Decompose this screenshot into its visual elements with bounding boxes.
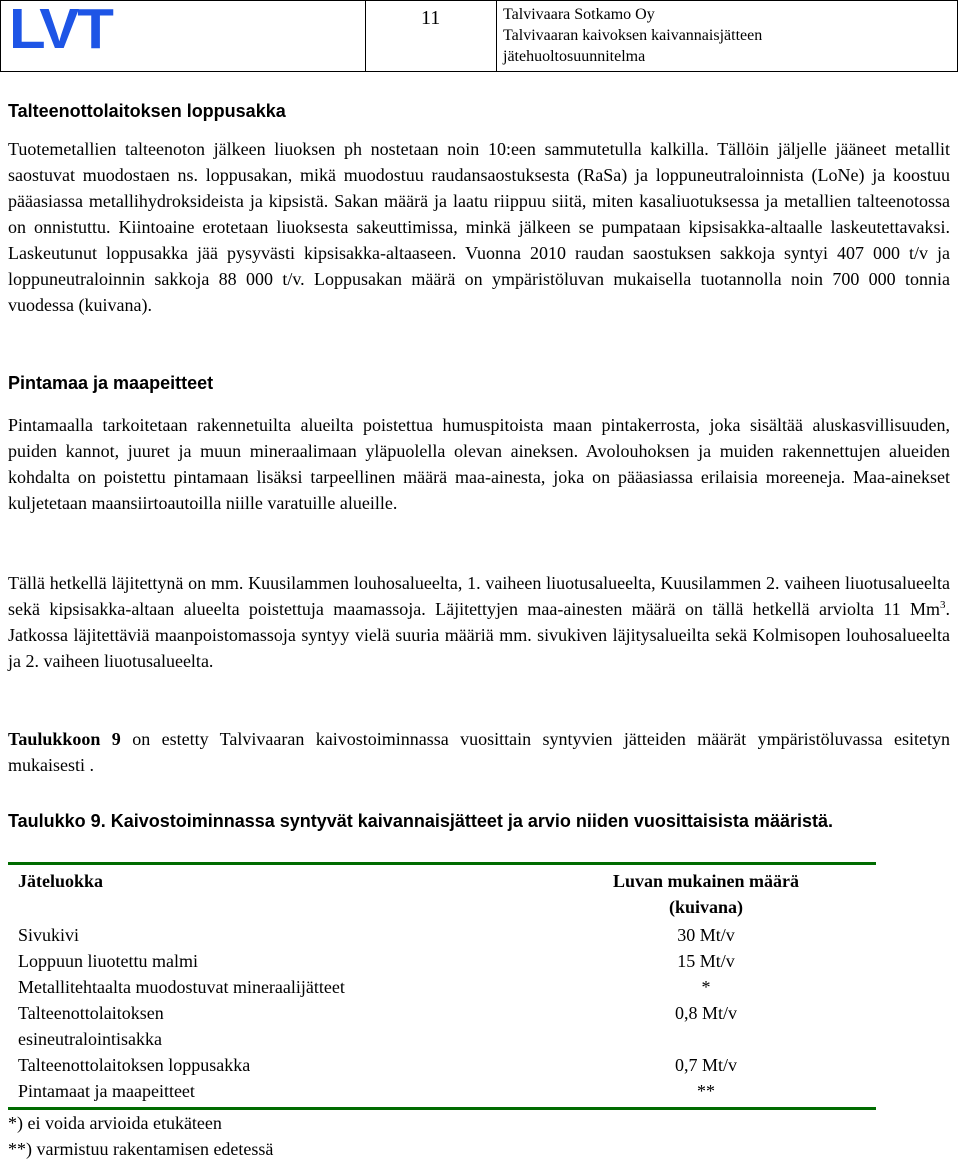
table-reference: Taulukkoon 9: [8, 729, 121, 749]
row-label: Pintamaat ja maapeitteet: [18, 1081, 195, 1101]
row-value: 0,7 Mt/v: [674, 1055, 737, 1075]
footnote-1: *) ei voida arvioida etukäteen: [8, 1113, 222, 1133]
doc-title-line1: Talvivaaran kaivoksen kaivannaisjätteen: [503, 27, 763, 44]
page-number-cell: [366, 1, 497, 71]
header-jateluokka: Jäteluokka: [18, 871, 104, 891]
paragraph-lajitys-text-b: . Jatkossa läjitettäviä maanpoistomassoja syntyy vielä suuria määriä mm. sivukiven läjitysalueilta sekä Kolmisopen louhosalueelta ja 2. vaiheen liuotusalueelta.: [8, 599, 950, 671]
header-luvan-mukainen: [581, 868, 831, 920]
section-heading-loppusakka: Talteenottolaitoksen loppusakka: [8, 101, 286, 121]
section-heading-pintamaa: Pintamaa ja maapeitteet: [8, 373, 214, 393]
paragraph-pintamaa: Pintamaalla tarkoitetaan rakennetuilta alueilta poistettua humuspitoista maan pintakerrosta, joka sisältää aluskasvillisuuden, puiden kannot, juuret ja muun mineraalimaan yläpuolella olevan aineksen. Avolouhoksen ja muiden rakennettujen alueiden kohdalta on poistettu pintamaan lisäksi tarpeellinen määrä maa-ainesta, joka on pääasiassa erilaisia moreeneja. Maa-ainekset kuljetetaan maansiirtoautoilla niille varatuille alueille.: [8, 415, 950, 513]
row-label: Loppuun liuotettu malmi: [18, 951, 198, 971]
page-header: [0, 0, 958, 72]
paragraph-table-ref: [8, 726, 950, 778]
row-value: **: [697, 1081, 715, 1101]
row-value: 0,8 Mt/v: [674, 1003, 737, 1023]
paragraph-loppusakka: Tuotemetallien talteenoton jälkeen liuoksen ph nostetaan noin 10:een sammutetulla kalkilla. Tällöin jäljelle jääneet metallit saostuvat muodostaen ns. loppusakan, mikä muodostuu raudansaostuksesta (RaSa) ja loppuneutraloinnista (LoNe) ja koostuu pääasiassa metallihydroksideista ja kipsistä. Sakan määrä ja laatu riippuu siitä, miten kasaliuotuksessa ja metallien talteenotossa on onnistuttu. Kiintoaine erotetaan liuoksesta sakeuttimissa, minkä jälkeen se pumpataan kipsisakka-altaalle laskeutettavaksi. Laskeutunut loppusakka jää pysyvästi kipsisakka-altaaseen. Vuonna 2010 raudan saostuksen sakkoja syntyi 407 000 t/v ja loppuneutraloinnin sakkoja 88 000 t/v. Loppusakan määrä on ympäristöluvan mukaisella tuotannolla noin 700 000 tonnia vuodessa (kuivana).: [8, 139, 950, 315]
row-value: 30 Mt/v: [677, 925, 735, 945]
table-ref-text: on estetty Talvivaaran kaivostoiminnassa vuosittain syntyvien jätteiden määrät ympäristöluvassa esitetyn mukaisesti .: [8, 729, 950, 775]
header-col2-line2: (kuivana): [668, 897, 744, 917]
row-label: Talteenottolaitoksen esineutralointisakka: [18, 1003, 164, 1049]
doc-title-line2: jätehuoltosuunnitelma: [503, 48, 646, 65]
paragraph-lajitys: [8, 570, 950, 674]
row-value: 15 Mt/v: [677, 951, 735, 971]
superscript-3: 3: [940, 599, 946, 611]
footnote-2: **) varmistuu rakentamisen edetessä: [8, 1139, 274, 1159]
row-label: Sivukivi: [18, 925, 80, 945]
company-name: Talvivaara Sotkamo Oy: [503, 6, 655, 23]
row-value: *: [701, 977, 711, 997]
paragraph-lajitys-text-a: Tällä hetkellä läjitettynä on mm. Kuusilammen louhosalueelta, 1. vaiheen liuotusalueelta, Kuusilammen 2. vaiheen liuotusalueelta sekä kipsisakka-altaan alueelta poistettuja maamassoja. Läjitettyjen maa-ainesten määrä on tällä hetkellä arviolta 11 Mm: [8, 573, 950, 619]
logo-cell: [1, 1, 366, 71]
company-cell: [497, 1, 957, 71]
row-label: Metallitehtaalta muodostuvat mineraalijätteet: [18, 977, 345, 997]
header-col2-line1: Luvan mukainen määrä: [612, 871, 800, 891]
row-label: Talteenottolaitoksen loppusakka: [18, 1055, 251, 1075]
lvt-logo: LVT: [9, 0, 112, 61]
table-caption: Taulukko 9. Kaivostoiminnassa syntyvät kaivannaisjätteet ja arvio niiden vuosittaisista määristä.: [8, 811, 833, 831]
table-top-rule: [8, 862, 876, 865]
page-number: 11: [421, 7, 441, 29]
